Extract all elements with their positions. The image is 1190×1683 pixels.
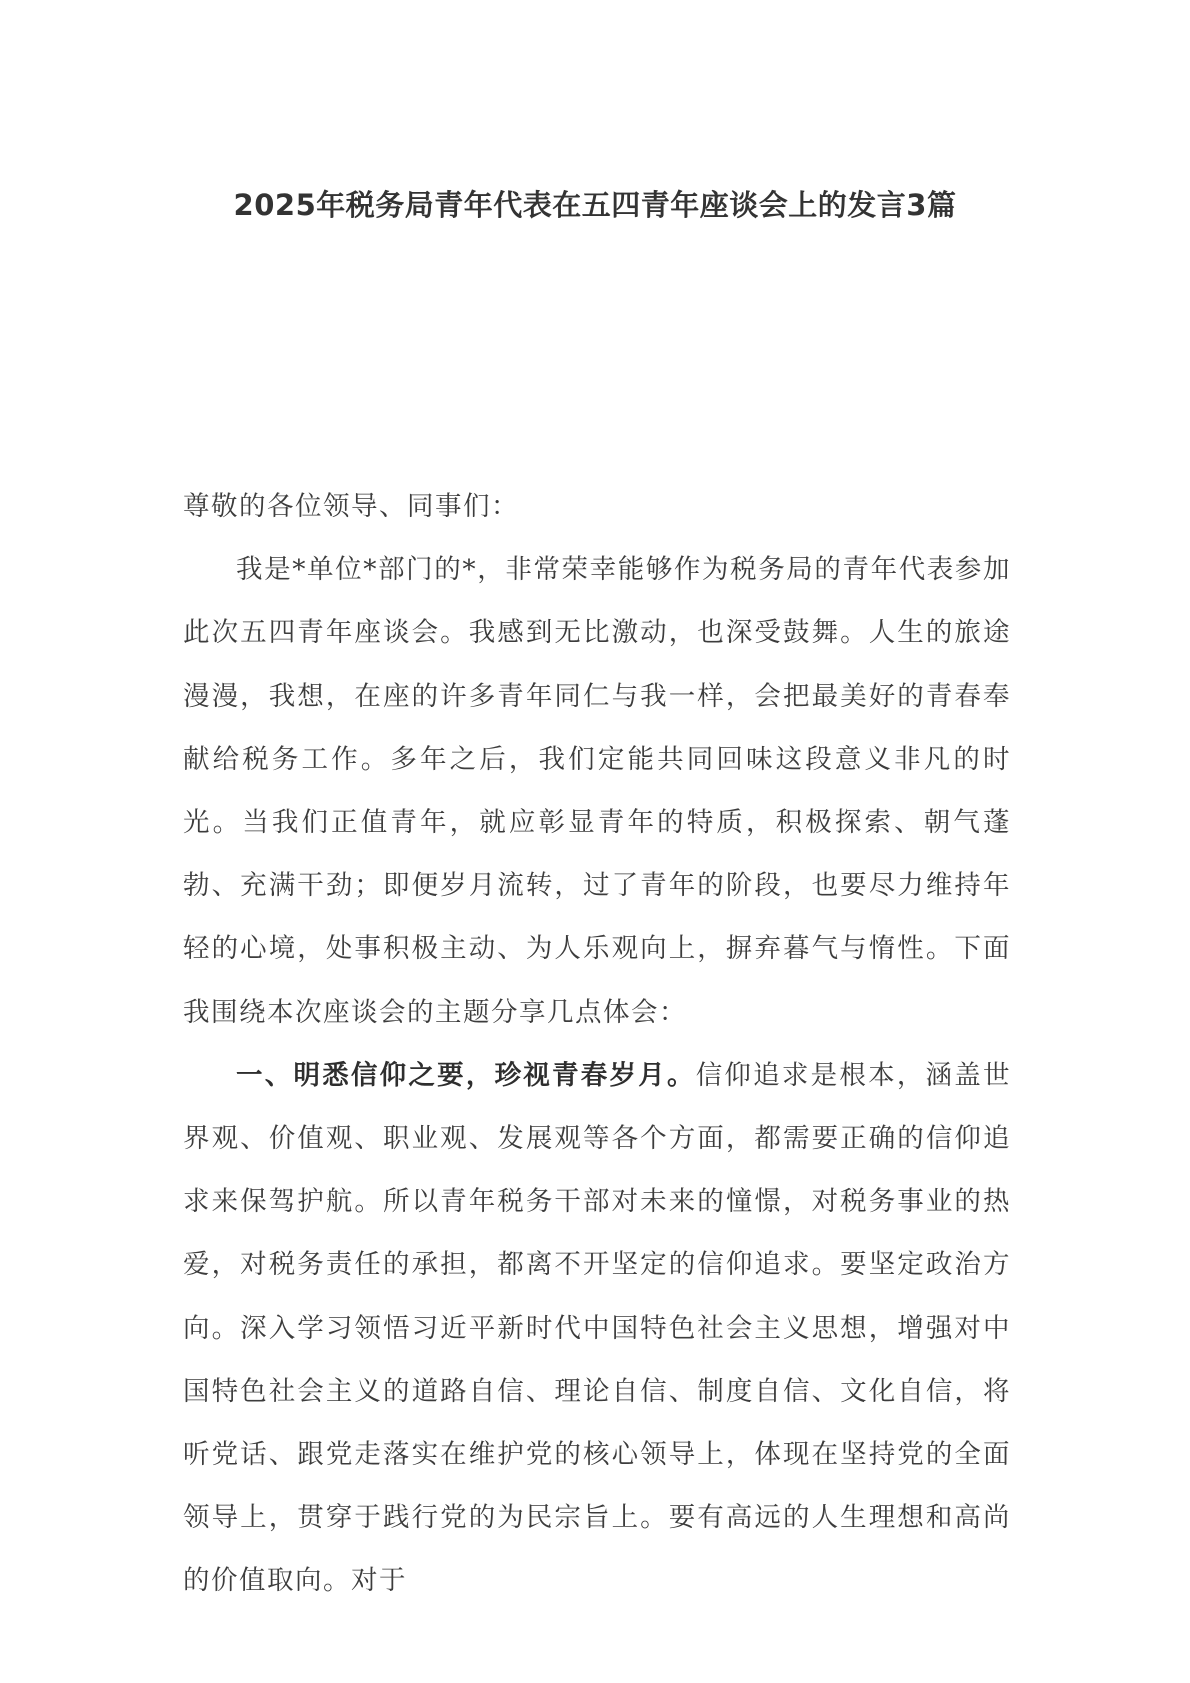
- section-1-text: 信仰追求是根本，涵盖世界观、价值观、职业观、发展观等各个方面，都需要正确的信仰追求来保驾护航。所以青年税务干部对未来的憧憬，对税务事业的热爱，对税务责任的承担，都离不开坚定的信仰追求。要坚定政治方向。深入学习领悟习近平新时代中国特色社会主义思想，增强对中国特色社会主义的道路自信、理论自信、制度自信、文化自信，将听党话、跟党走落实在维护党的核心领导上，体现在坚持党的全面领导上，贯穿于践行党的为民宗旨上。要有高远的人生理想和高尚的价值取向。对于: [183, 1059, 1012, 1597]
- section-1-paragraph: [183, 1044, 1011, 1613]
- salutation: 尊敬的各位领导、同事们：: [183, 491, 519, 522]
- intro-paragraph: 我是*单位*部门的*，非常荣幸能够作为税务局的青年代表参加此次五四青年座谈会。我感到无比激动，也深受鼓舞。人生的旅途漫漫，我想，在座的许多青年同仁与我一样，会把最美好的青春奉献给税务工作。多年之后，我们定能共同回味这段意义非凡的时光。当我们正值青年，就应彰显青年的特质，积极探索、朝气蓬勃、充满干劲；即便岁月流转，过了青年的阶段，也要尽力维持年轻的心境，处事积极主动、为人乐观向上，摒弃暮气与惰性。下面我围绕本次座谈会的主题分享几点体会：: [183, 554, 1011, 1028]
- document-title: 2025年税务局青年代表在五四青年座谈会上的发言3篇: [233, 188, 957, 222]
- document-body: [183, 475, 1011, 1613]
- section-1-heading: 一、明悉信仰之要，珍视青春岁月。: [236, 1059, 696, 1091]
